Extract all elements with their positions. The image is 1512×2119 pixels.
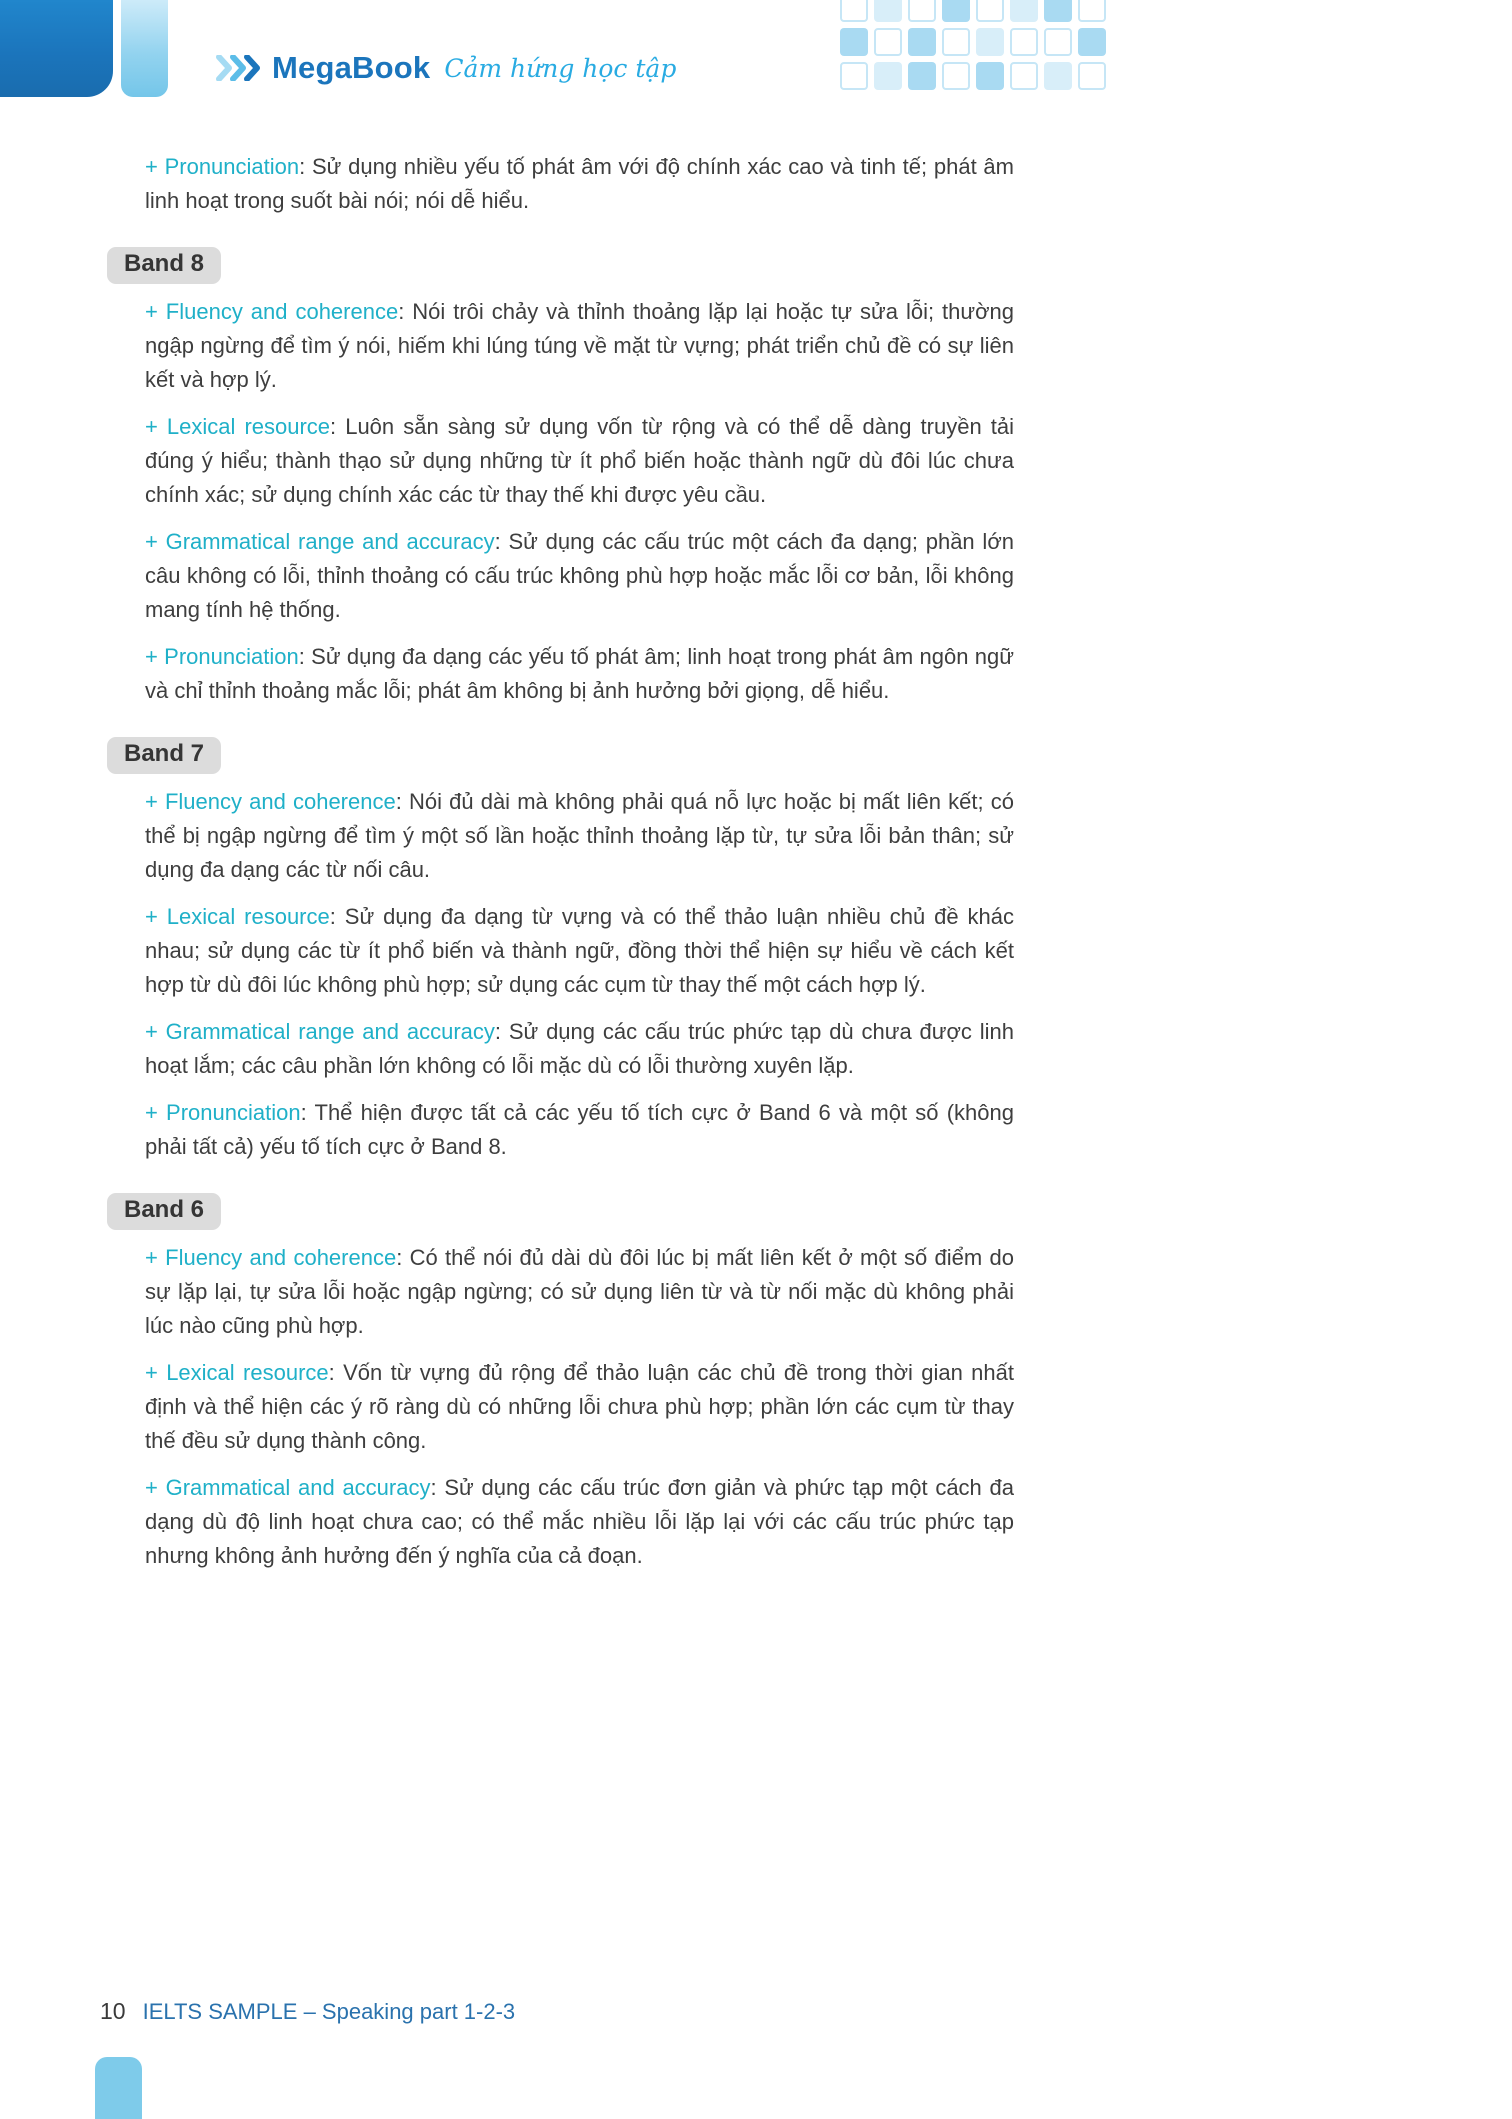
criterion-paragraph	[145, 1096, 1014, 1164]
decor-squares	[840, 0, 1106, 90]
band-items	[145, 785, 1014, 1164]
decor-square	[840, 0, 868, 22]
criterion-label: + Pronunciation	[145, 154, 300, 179]
band-section	[145, 150, 1014, 218]
criterion-paragraph	[145, 525, 1014, 627]
band-items	[145, 295, 1014, 708]
decor-square	[1044, 0, 1072, 22]
decor-square	[874, 0, 902, 22]
band-section	[124, 231, 1014, 708]
criterion-paragraph	[145, 1241, 1014, 1343]
band-label: Band 7	[124, 740, 205, 767]
criterion-text: : Sử dụng các cấu trúc phức tạp dù chưa được linh hoạt lắm; các câu phần lớn không có lỗi mặc dù có lỗi thường xuyên lặp.	[145, 1019, 1014, 1078]
criterion-text: : Sử dụng đa dạng các yếu tố phát âm; linh hoạt trong phát âm ngôn ngữ và chỉ thỉnh thoảng mắc lỗi; phát âm không bị ảnh hưởng bởi giọng, dễ hiểu.	[145, 644, 1014, 703]
megabook-logo	[216, 50, 676, 86]
decor-square	[942, 28, 970, 56]
criterion-paragraph	[145, 640, 1014, 708]
band-label: Band 8	[124, 250, 205, 277]
page-number: 10	[100, 1998, 126, 2024]
criterion-label: + Grammatical range and accuracy	[145, 1019, 495, 1044]
decor-square	[1010, 62, 1038, 90]
criterion-paragraph	[145, 1015, 1014, 1083]
decor-square	[874, 62, 902, 90]
decor-dark-block	[0, 0, 113, 97]
criterion-label: + Lexical resource	[145, 414, 331, 439]
band-badge	[107, 737, 221, 774]
band-section	[124, 1177, 1015, 1573]
criterion-text: : Nói trôi chảy và thỉnh thoảng lặp lại hoặc tự sửa lỗi; thường ngập ngừng để tìm ý nói, hiếm khi lúng túng về mặt từ vựng; phát triển chủ đề có sự liên kết và hợp lý.	[145, 299, 1014, 392]
criterion-text: : Sử dụng các cấu trúc đơn giản và phức tạp một cách đa dạng dù độ linh hoạt chưa cao; có thể mắc nhiều lỗi lặp lại với các cấu trúc phức tạp nhưng không ảnh hưởng đến ý nghĩa của cả đoạn.	[145, 1475, 1015, 1568]
criterion-label: + Fluency and coherence	[145, 1245, 397, 1270]
footer	[100, 1998, 515, 2025]
criterion-text: : Có thể nói đủ dài dù đôi lúc bị mất liên kết ở một số điểm do sự lặp lại, tự sửa lỗi hoặc ngập ngừng; có sử dụng liên từ và từ nối mặc dù không phải lúc nào cũng phù hợp.	[145, 1245, 1014, 1338]
decor-square	[1010, 0, 1038, 22]
criterion-text: : Vốn từ vựng đủ rộng để thảo luận các chủ đề trong thời gian nhất định và thể hiện các ý rõ ràng dù có những lỗi chưa phù hợp; phần lớn các cụm từ thay thế đều sử dụng thành công.	[145, 1360, 1014, 1453]
decor-square	[976, 0, 1004, 22]
criterion-text: : Sử dụng đa dạng từ vựng và có thể thảo luận nhiều chủ đề khác nhau; sử dụng các từ ít phổ biến và thành ngữ, đồng thời thể hiện sự hiểu về cách kết hợp từ dù đôi lúc không phù hợp; sử dụng các cụm từ thay thế một cách hợp lý.	[145, 904, 1014, 997]
criterion-label: + Fluency and coherence	[145, 299, 399, 324]
decor-corner-square	[95, 2057, 142, 2119]
band-label: Band 6	[124, 1196, 205, 1223]
criterion-label: + Pronunciation	[145, 644, 299, 669]
decor-square	[1078, 62, 1106, 90]
decor-square	[840, 62, 868, 90]
band-items	[145, 1241, 1014, 1573]
band-items	[145, 150, 1014, 218]
decor-square	[1078, 0, 1106, 22]
decor-square	[874, 28, 902, 56]
decor-square	[908, 28, 936, 56]
header-band	[0, 0, 1512, 110]
decor-light-stripe	[121, 0, 168, 97]
megabook-chevrons-icon	[216, 55, 262, 81]
criterion-text: : Sử dụng các cấu trúc một cách đa dạng; phần lớn câu không có lỗi, thỉnh thoảng có cấu trúc không phù hợp hoặc mắc lỗi cơ bản, lỗi không mang tính hệ thống.	[145, 529, 1014, 622]
decor-square	[1010, 28, 1038, 56]
criterion-label: + Pronunciation	[145, 1100, 301, 1125]
decor-square	[840, 28, 868, 56]
criterion-label: + Grammatical range and accuracy	[145, 529, 495, 554]
footer-title: IELTS SAMPLE – Speaking part 1-2-3	[142, 1999, 516, 2024]
criterion-paragraph	[145, 150, 1014, 218]
brand-tagline: Cảm hứng học tập	[444, 53, 677, 83]
criterion-paragraph	[145, 1356, 1014, 1458]
criterion-text: : Sử dụng nhiều yếu tố phát âm với độ chính xác cao và tinh tế; phát âm linh hoạt trong suốt bài nói; nói dễ hiểu.	[145, 154, 1014, 213]
criterion-label: + Grammatical and accuracy	[145, 1475, 431, 1500]
decor-square	[976, 62, 1004, 90]
decor-square	[942, 62, 970, 90]
criterion-paragraph	[145, 785, 1014, 887]
criterion-label: + Fluency and coherence	[145, 789, 396, 814]
criterion-paragraph	[145, 900, 1014, 1002]
band-badge	[107, 247, 221, 284]
decor-square	[1044, 28, 1072, 56]
decor-square	[1078, 28, 1106, 56]
criterion-label: + Lexical resource	[145, 1360, 329, 1385]
criterion-text: : Nói đủ dài mà không phải quá nỗ lực hoặc bị mất liên kết; có thể bị ngập ngừng để tìm ý một số lần hoặc thỉnh thoảng lặp từ, tự sửa lỗi bản thân; sử dụng đa dạng các từ nối câu.	[145, 789, 1014, 882]
brand-name: MegaBook	[272, 50, 431, 85]
band-badge	[107, 1193, 221, 1230]
criterion-text: : Luôn sẵn sàng sử dụng vốn từ rộng và có thể dễ dàng truyền tải đúng ý hiểu; thành thạo sử dụng những từ ít phổ biến hoặc thành ngữ dù đôi lúc chưa chính xác; sử dụng chính xác các từ thay thế khi được yêu cầu.	[145, 414, 1014, 507]
criterion-paragraph	[145, 1471, 1014, 1573]
decor-square	[908, 0, 936, 22]
document-body	[124, 150, 1015, 1586]
decor-square	[908, 62, 936, 90]
band-section	[124, 721, 1014, 1164]
decor-square	[1044, 62, 1072, 90]
decor-square	[976, 28, 1004, 56]
criterion-paragraph	[145, 410, 1014, 512]
criterion-label: + Lexical resource	[145, 904, 330, 929]
criterion-paragraph	[145, 295, 1014, 397]
criterion-text: : Thể hiện được tất cả các yếu tố tích cực ở Band 6 và một số (không phải tất cả) yếu tố tích cực ở Band 8.	[145, 1100, 1014, 1159]
decor-square	[942, 0, 970, 22]
